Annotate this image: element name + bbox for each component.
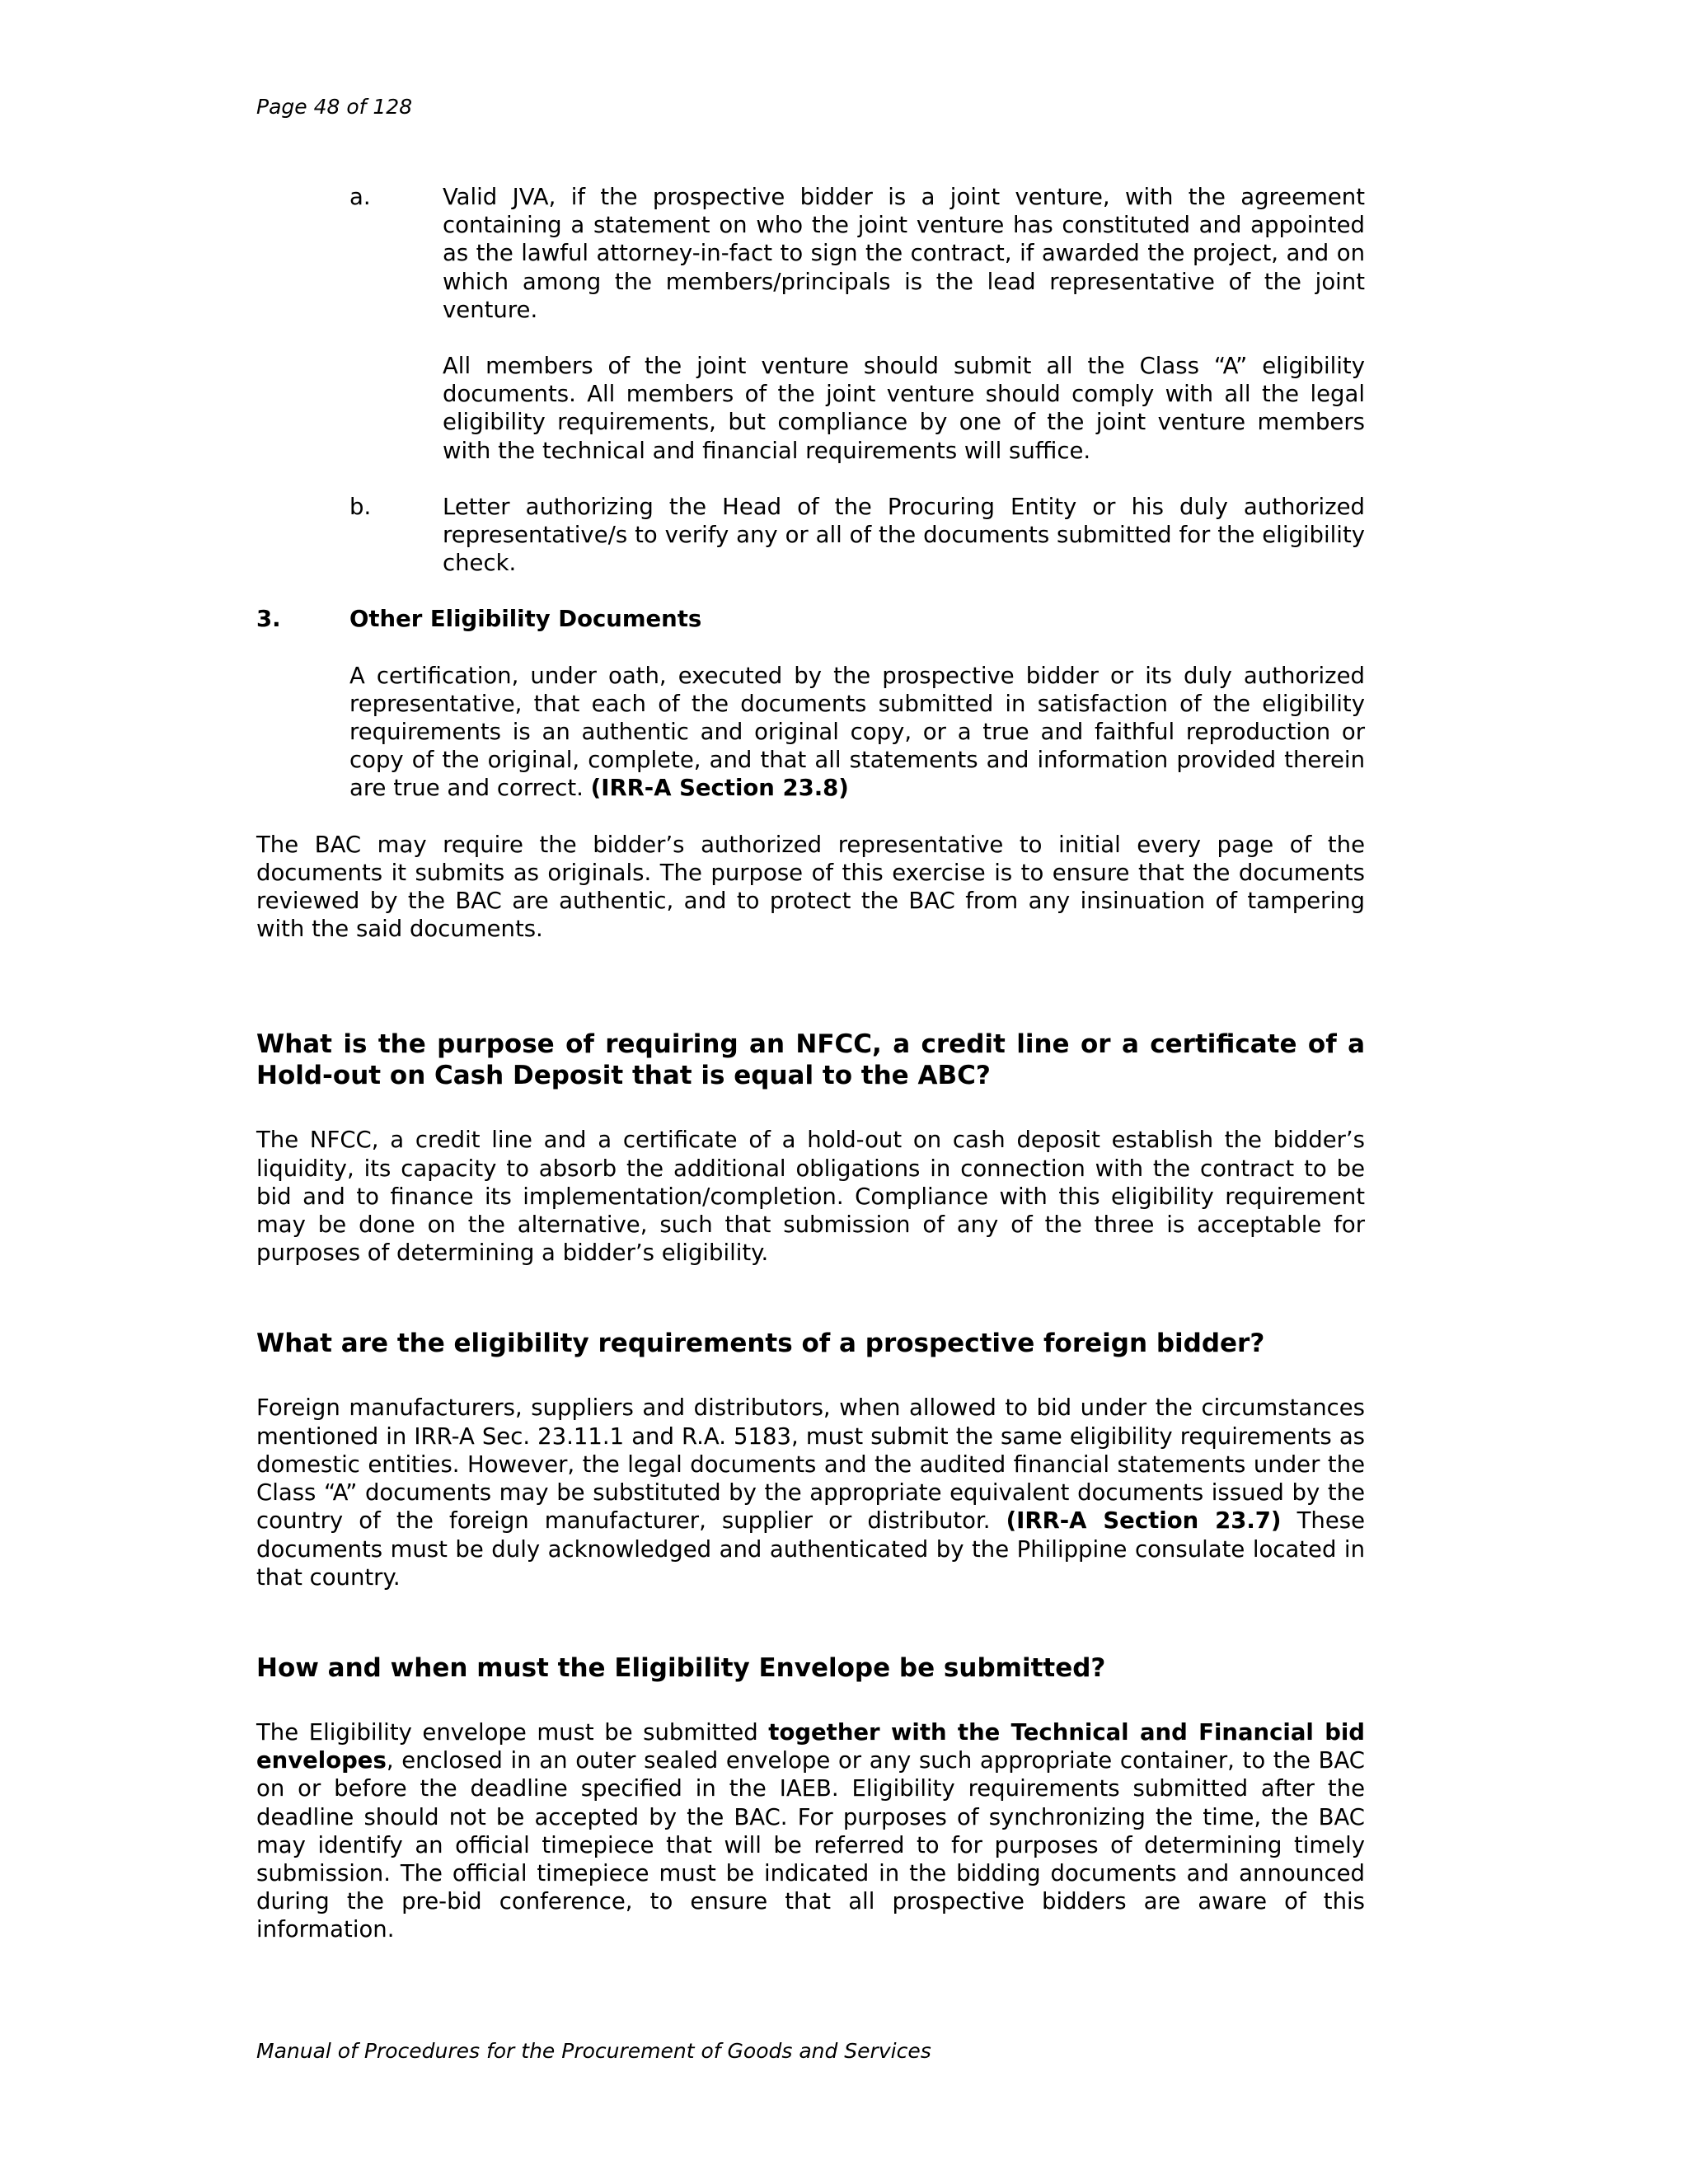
question-envelope-heading: How and when must the Eligibility Envelope be submitted? — [256, 1652, 1106, 1683]
question-nfcc-answer: The NFCC, a credit line and a certificate of a hold-out on cash deposit establish the bidder’s liquidity, its capacity to absorb the additional obligations in connection with the contract to be bid and to finance its implementation/completion. Compliance with this eligibility requirement may be done on the alternative, such that submission of any of the three is acceptable for purposes of determining a bidder’s eligibility. — [256, 1127, 1365, 1267]
envelope-answer-part1: The Eligibility envelope must be submitted — [256, 1718, 769, 1746]
list-item-a-body — [443, 183, 1365, 465]
question-nfcc-heading: What is the purpose of requiring an NFCC, a credit line or a certificate of a Hold-out on Cash Deposit that is equal to the ABC? — [256, 1029, 1365, 1091]
envelope-answer-part2: , enclosed in an outer sealed envelope or any such appropriate container, to the BAC on or before the deadline specified in the IAEB. Eligibility requirements submitted after the deadline should not be accepted by the BAC. For purposes of synchronizing the time, the BAC may identify an official timepiece that will be referred to for purposes of determining timely submission. The official timepiece must be indicated in the bidding documents and announced during the pre-bid conference, to ensure that all prospective bidders are aware of this information. — [256, 1747, 1365, 1943]
list-item-b — [256, 493, 1365, 578]
list-letter-b: b. — [349, 493, 372, 520]
manual-title-footer: Manual of Procedures for the Procurement of Goods and Services — [256, 2039, 931, 2063]
section-3-heading — [256, 605, 1365, 633]
foreign-answer-part2: These documents must be duly acknowledged and authenticated by the Philippine consulate located in that country. — [256, 1507, 1365, 1591]
item-a-paragraph-1: Valid JVA, if the prospective bidder is a joint venture, with the agreement containing a statement on who the joint venture has constituted and appointed as the lawful attorney-in-fact to sign the contract, if awarded the project, and on which among the members/principals is the lead representative of the joint venture. — [443, 184, 1365, 323]
section-3-number: 3. — [256, 606, 281, 633]
page-number-header: Page 48 of 128 — [256, 95, 413, 119]
list-letter-a: a. — [349, 184, 371, 210]
list-item-a — [256, 183, 1365, 465]
section-3-citation: (IRR-A Section 23.8) — [590, 775, 849, 802]
question-envelope-answer — [256, 1718, 1365, 1944]
document-body — [256, 183, 1365, 1944]
section-3-title: Other Eligibility Documents — [349, 606, 702, 633]
item-b-paragraph: Letter authorizing the Head of the Procuring Entity or his duly authorized representative/s to verify any or all of the documents submitted for the eligibility check. — [443, 493, 1365, 577]
foreign-answer-part1: Foreign manufacturers, suppliers and distributors, when allowed to bid under the circumstances mentioned in IRR-A Sec. 23.11.1 and R.A. 5183, must submit the same eligibility requirements as domestic entities. However, the legal documents and the audited financial statements under the Class “A” documents may be substituted by the appropriate equivalent documents issued by the country of the foreign manufacturer, supplier or distributor. — [256, 1394, 1365, 1535]
question-foreign-heading: What are the eligibility requirements of a prospective foreign bidder? — [256, 1329, 1265, 1359]
section-3-text: A certification, under oath, executed by the prospective bidder or its duly authorized representative, that each of the documents submitted in satisfaction of the eligibility requirements is an authentic and original copy, or a true and faithful reproduction or copy of the original, complete, and that all statements and information provided therein are true and correct. — [349, 662, 1365, 802]
section-3-paragraph — [349, 662, 1365, 803]
item-a-paragraph-2: All members of the joint venture should submit all the Class “A” eligibility documents. All members of the joint venture should comply with all the legal eligibility requirements, but compliance by one of the joint venture members with the technical and financial requirements will suffice. — [443, 353, 1365, 464]
bac-initial-paragraph: The BAC may require the bidder’s authorized representative to initial every page of the documents it submits as originals. The purpose of this exercise is to ensure that the documents reviewed by the BAC are authentic, and to protect the BAC from any insinuation of tampering with the said documents. — [256, 831, 1365, 943]
foreign-answer-citation: (IRR-A Section 23.7) — [1006, 1507, 1282, 1535]
envelope-answer-bold: together with the Technical and Financial bid envelopes — [256, 1718, 1365, 1774]
question-foreign-answer — [256, 1394, 1365, 1591]
section-3-body — [349, 662, 1365, 803]
list-item-b-body — [443, 493, 1365, 578]
